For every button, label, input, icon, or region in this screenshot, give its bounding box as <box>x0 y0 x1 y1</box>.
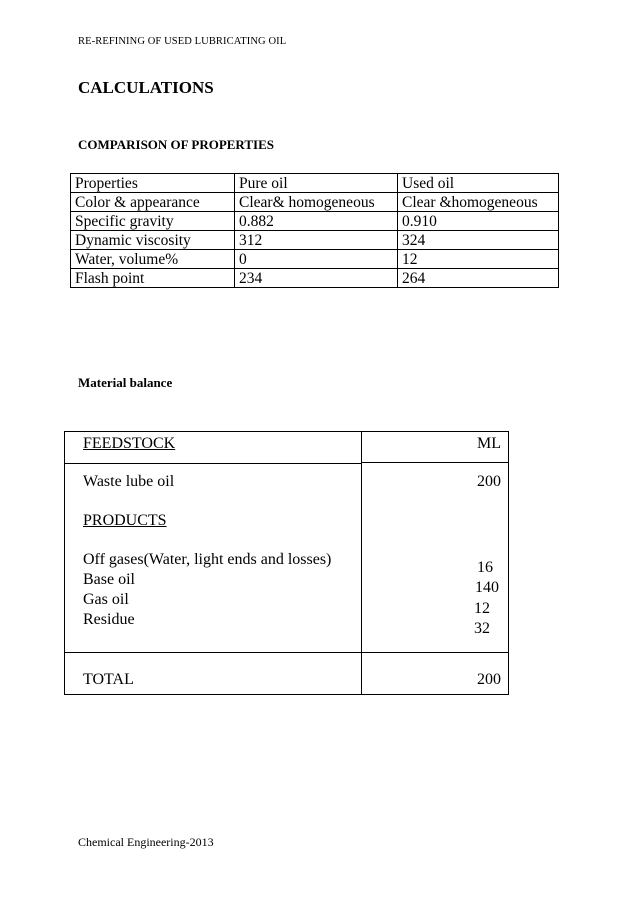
table-cell: 0.910 <box>398 212 559 231</box>
product-value: 12 <box>474 600 490 617</box>
comparison-heading: COMPARISON OF PROPERTIES <box>78 137 274 152</box>
table-cell: Dynamic viscosity <box>71 231 235 250</box>
products-label: PRODUCTS <box>83 512 167 529</box>
table-cell: Flash point <box>71 269 235 288</box>
feed-item: Waste lube oil <box>83 473 175 490</box>
material-balance-table <box>64 431 509 695</box>
product-name: Gas oil <box>83 591 129 608</box>
product-value: 32 <box>474 620 490 637</box>
table-cell: 0 <box>235 250 398 269</box>
product-value: 16 <box>477 559 493 576</box>
table-cell: Clear &homogeneous <box>398 193 559 212</box>
table-cell: Pure oil <box>235 174 398 193</box>
header-divider-left <box>65 463 361 464</box>
total-value: 200 <box>477 671 501 688</box>
table-row <box>71 250 559 269</box>
product-value: 140 <box>475 579 499 596</box>
product-name: Residue <box>83 611 135 628</box>
table-row <box>71 231 559 250</box>
table-cell: Clear& homogeneous <box>235 193 398 212</box>
table-cell: 234 <box>235 269 398 288</box>
column-divider <box>361 432 362 694</box>
running-header: RE-REFINING OF USED LUBRICATING OIL <box>78 36 287 47</box>
feedstock-label: FEEDSTOCK <box>83 435 176 452</box>
table-cell: Properties <box>71 174 235 193</box>
table-cell: Color & appearance <box>71 193 235 212</box>
product-name: Off gases(Water, light ends and losses) <box>83 551 332 568</box>
table-cell: Used oil <box>398 174 559 193</box>
properties-table <box>70 173 559 288</box>
table-cell: 0.882 <box>235 212 398 231</box>
header-divider-right <box>362 462 509 463</box>
table-header-row <box>71 174 559 193</box>
table-row <box>71 193 559 212</box>
table-cell: 312 <box>235 231 398 250</box>
table-cell: 324 <box>398 231 559 250</box>
total-label: TOTAL <box>83 671 134 688</box>
table-cell: 12 <box>398 250 559 269</box>
table-cell: 264 <box>398 269 559 288</box>
table-row <box>71 212 559 231</box>
unit-label: ML <box>477 435 501 452</box>
section-title: CALCULATIONS <box>78 78 214 97</box>
table-cell: Specific gravity <box>71 212 235 231</box>
material-balance-heading: Material balance <box>78 375 173 390</box>
feed-value: 200 <box>477 473 501 490</box>
total-divider <box>65 652 509 653</box>
running-footer: Chemical Engineering-2013 <box>78 835 214 849</box>
product-name: Base oil <box>83 571 135 588</box>
table-cell: Water, volume% <box>71 250 235 269</box>
table-row <box>71 269 559 288</box>
